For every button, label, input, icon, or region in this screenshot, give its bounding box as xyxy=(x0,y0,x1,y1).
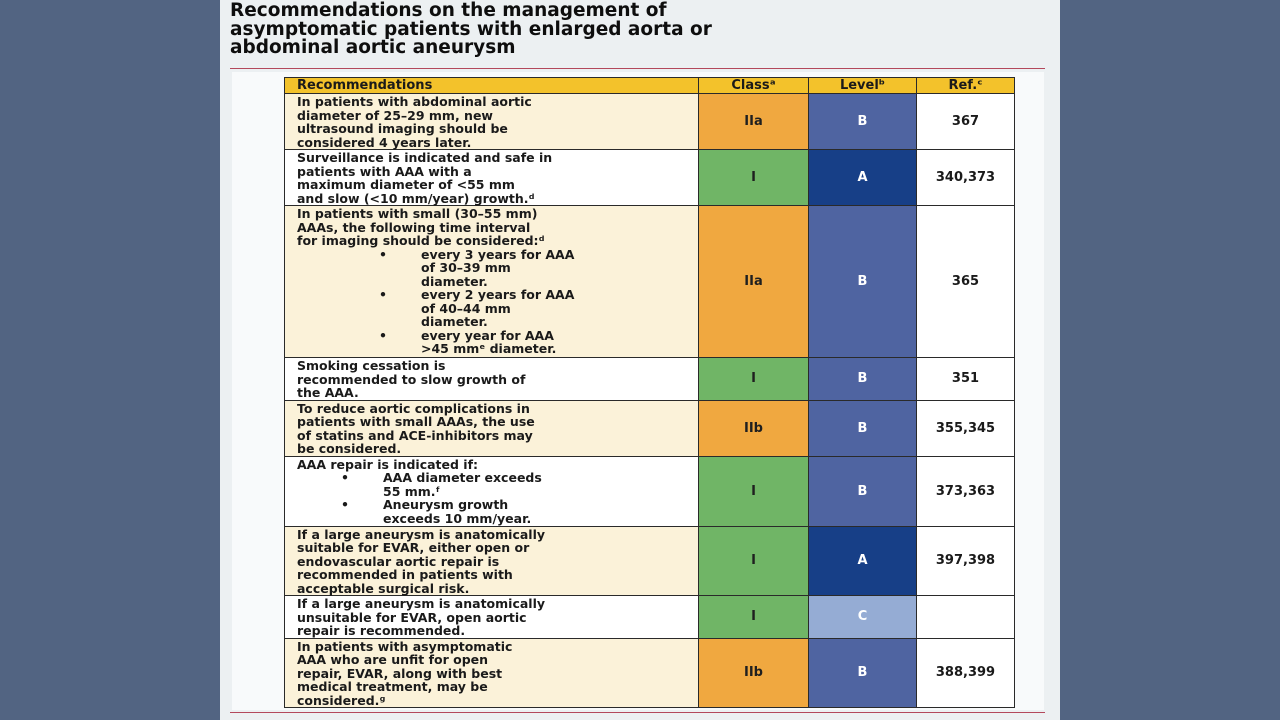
text-line: diameter. xyxy=(421,314,488,329)
text-line: every 2 years for AAA xyxy=(421,287,575,302)
bullet-dot-icon: • xyxy=(379,246,387,262)
table-row xyxy=(285,94,1015,150)
text-line: In patients with abdominal aortic xyxy=(297,94,532,109)
bullet-dot-icon: • xyxy=(379,287,387,302)
text-line: be considered. xyxy=(297,441,402,456)
level-cell: B xyxy=(809,456,917,526)
class-cell: I xyxy=(699,596,809,639)
table-row xyxy=(285,596,1015,639)
header-recommendations: Recommendations xyxy=(285,78,699,94)
text-line: AAA repair is indicated if: xyxy=(297,456,479,472)
text-line: considered.ᵍ xyxy=(297,692,386,708)
table-header-row xyxy=(285,78,1015,94)
title-divider xyxy=(230,68,1045,69)
recommendation-text xyxy=(285,150,699,206)
ref-cell xyxy=(917,596,1015,639)
table-row xyxy=(285,358,1015,401)
text-line: of 40–44 mm xyxy=(421,300,511,316)
level-cell: A xyxy=(809,526,917,596)
class-cell: I xyxy=(699,150,809,206)
text-line: exceeds 10 mm/year. xyxy=(383,510,532,526)
text-line: every 3 years for AAA xyxy=(421,246,575,262)
text-line: In patients with small (30–55 mm) xyxy=(297,206,538,221)
level-cell: A xyxy=(809,150,917,206)
header-ref: Ref.ᶜ xyxy=(917,78,1015,94)
text-line: unsuitable for EVAR, open aortic xyxy=(297,609,527,625)
text-line: Surveillance is indicated and safe in xyxy=(297,150,553,165)
bullet-list xyxy=(297,248,692,356)
text-line: maximum diameter of <55 mm xyxy=(297,177,515,192)
recommendation-text xyxy=(285,638,699,708)
class-cell: I xyxy=(699,526,809,596)
text-line: endovascular aortic repair is xyxy=(297,553,500,569)
ref-cell: 388,399 xyxy=(917,638,1015,708)
text-line: for imaging should be considered:ᵈ xyxy=(297,233,545,248)
level-cell: C xyxy=(809,596,917,639)
table-row xyxy=(285,400,1015,456)
text-line: To reduce aortic complications in xyxy=(297,400,530,416)
recommendation-text xyxy=(285,206,699,358)
title-line: asymptomatic patients with enlarged aorta or xyxy=(230,18,712,40)
recommendation-text xyxy=(285,596,699,639)
text-line: acceptable surgical risk. xyxy=(297,580,470,596)
class-cell: I xyxy=(699,456,809,526)
text-line: If a large aneurysm is anatomically xyxy=(297,596,546,611)
text-line: patients with small AAAs, the use xyxy=(297,414,535,429)
table-row xyxy=(285,206,1015,358)
bullet-item xyxy=(297,248,692,289)
ref-cell: 367 xyxy=(917,94,1015,150)
text-line: repair is recommended. xyxy=(297,623,466,638)
bullet-dot-icon: • xyxy=(379,327,387,343)
bullet-item xyxy=(297,329,692,356)
level-cell: B xyxy=(809,206,917,358)
bullet-item xyxy=(297,498,692,525)
text-line: In patients with asymptomatic xyxy=(297,638,513,654)
text-line: recommended in patients with xyxy=(297,567,513,582)
recommendation-text xyxy=(285,400,699,456)
recommendation-text xyxy=(285,526,699,596)
slide-title xyxy=(230,2,1050,58)
title-line: Recommendations on the management of xyxy=(230,0,667,21)
recommendation-text xyxy=(285,456,699,526)
text-line: medical treatment, may be xyxy=(297,679,488,694)
bullet-item xyxy=(297,288,692,329)
text-line: 55 mm.ᶠ xyxy=(383,483,441,499)
table-row xyxy=(285,456,1015,526)
text-line: AAA diameter exceeds xyxy=(383,470,542,485)
text-line: and slow (<10 mm/year) growth.ᵈ xyxy=(297,190,535,206)
text-line: AAA who are unfit for open xyxy=(297,652,489,667)
bullet-dot-icon: • xyxy=(341,470,349,485)
level-cell: B xyxy=(809,94,917,150)
ref-cell: 397,398 xyxy=(917,526,1015,596)
text-line: >45 mmᵉ diameter. xyxy=(421,341,557,356)
text-line: diameter. xyxy=(421,273,488,289)
table-row xyxy=(285,638,1015,708)
table-panel xyxy=(232,72,1044,710)
ref-cell: 351 xyxy=(917,358,1015,401)
text-line: suitable for EVAR, either open or xyxy=(297,540,530,555)
text-line: of 30–39 mm xyxy=(421,260,511,275)
bullet-item xyxy=(297,471,692,498)
level-cell: B xyxy=(809,638,917,708)
title-line: abdominal aortic aneurysm xyxy=(230,37,516,58)
text-line: diameter of 25–29 mm, new xyxy=(297,107,493,123)
text-line: every year for AAA xyxy=(421,327,554,343)
ref-cell: 340,373 xyxy=(917,150,1015,206)
slide xyxy=(220,0,1060,720)
text-line: If a large aneurysm is anatomically xyxy=(297,526,546,542)
table-row xyxy=(285,526,1015,596)
text-line: considered 4 years later. xyxy=(297,134,472,150)
bottom-divider xyxy=(230,712,1045,713)
bullet-dot-icon: • xyxy=(341,497,349,512)
class-cell: IIa xyxy=(699,94,809,150)
text-line: ultrasound imaging should be xyxy=(297,121,508,136)
text-line: the AAA. xyxy=(297,385,359,400)
text-line: Aneurysm growth xyxy=(383,497,509,512)
bullet-list xyxy=(297,471,692,525)
class-cell: I xyxy=(699,358,809,401)
table-row xyxy=(285,150,1015,206)
recommendation-text xyxy=(285,94,699,150)
class-cell: IIa xyxy=(699,206,809,358)
recommendation-text xyxy=(285,358,699,401)
class-cell: IIb xyxy=(699,400,809,456)
ref-cell: 355,345 xyxy=(917,400,1015,456)
text-line: Smoking cessation is xyxy=(297,358,446,373)
recommendations-table xyxy=(284,77,1015,708)
level-cell: B xyxy=(809,358,917,401)
text-line: of statins and ACE-inhibitors may xyxy=(297,427,533,443)
text-line: repair, EVAR, along with best xyxy=(297,665,503,681)
class-cell: IIb xyxy=(699,638,809,708)
ref-cell: 365 xyxy=(917,206,1015,358)
header-level: Levelᵇ xyxy=(809,78,917,94)
text-line: recommended to slow growth of xyxy=(297,371,526,387)
ref-cell: 373,363 xyxy=(917,456,1015,526)
header-class: Classᵃ xyxy=(699,78,809,94)
text-line: AAAs, the following time interval xyxy=(297,219,531,235)
text-line: patients with AAA with a xyxy=(297,163,472,179)
level-cell: B xyxy=(809,400,917,456)
